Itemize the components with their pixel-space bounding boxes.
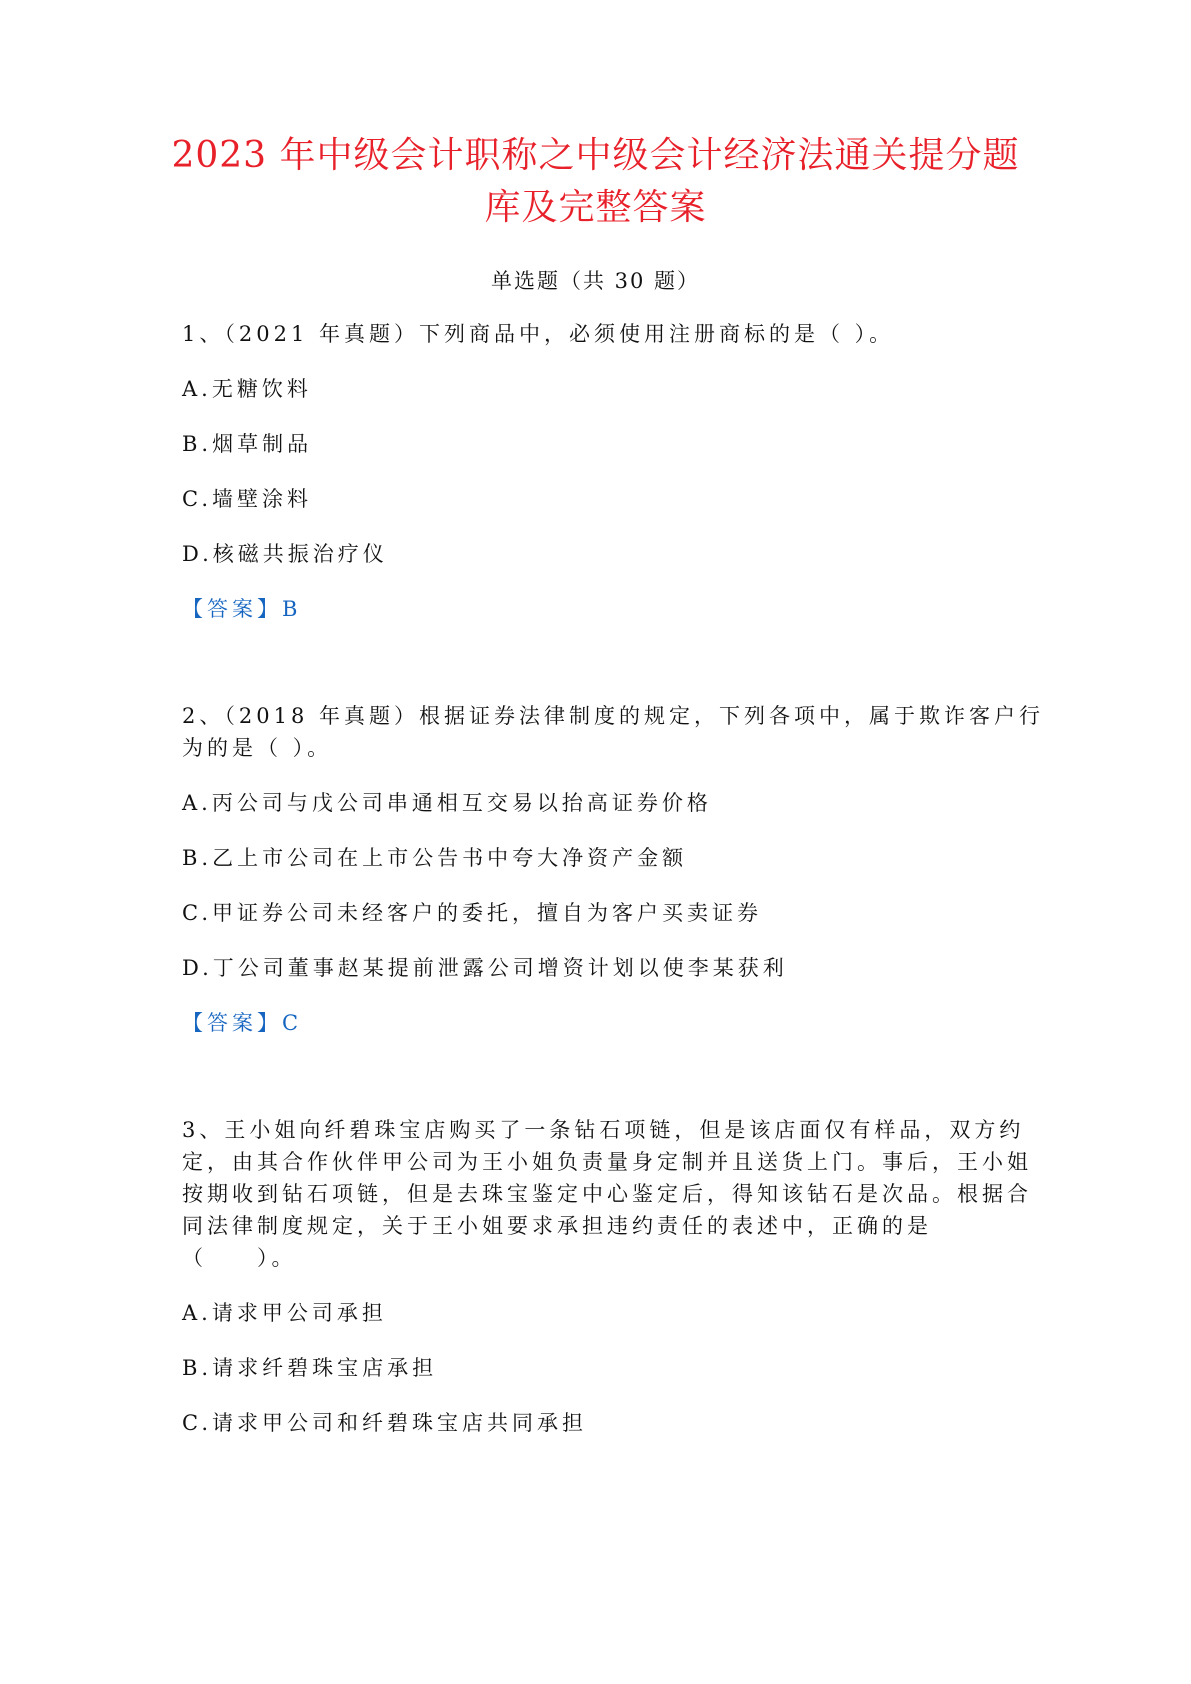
question-1-option-b: B.烟草制品 [182, 432, 313, 456]
question-2-option-c: C.甲证券公司未经客户的委托，擅自为客户买卖证券 [182, 901, 762, 925]
question-3-stem-line-3: 按期收到钻石项链，但是去珠宝鉴定中心鉴定后，得知该钻石是次品。根据合 [182, 1182, 1032, 1206]
question-3-stem-line-5: （ ）。 [182, 1246, 297, 1270]
question-3-option-a: A.请求甲公司承担 [182, 1301, 387, 1325]
document-title-line-2: 库及完整答案 [484, 187, 707, 228]
question-3-stem-line-2: 定，由其合作伙伴甲公司为王小姐负责量身定制并且送货上门。事后，王小姐 [182, 1150, 1032, 1174]
question-1-option-d: D.核磁共振治疗仪 [182, 542, 388, 566]
question-3-option-b: B.请求纤碧珠宝店承担 [182, 1356, 438, 1380]
question-2-stem-line-2: 为的是（ ）。 [182, 736, 333, 760]
question-1-option-c: C.墙壁涂料 [182, 487, 312, 511]
section-heading: 单选题（共 30 题） [490, 269, 701, 293]
question-3-stem-line-1: 3、王小姐向纤碧珠宝店购买了一条钻石项链，但是该店面仅有样品，双方约 [182, 1118, 1025, 1142]
question-2-option-b: B.乙上市公司在上市公告书中夸大净资产金额 [182, 846, 688, 870]
question-2-stem-line-1: 2、（2018 年真题）根据证券法律制度的规定，下列各项中，属于欺诈客户行 [182, 704, 1044, 728]
document-title-line-1: 2023 年中级会计职称之中级会计经济法通关提分题 [171, 135, 1020, 176]
question-2-answer: 【答案】C [182, 1011, 303, 1035]
question-2-option-a: A.丙公司与戊公司串通相互交易以抬高证券价格 [182, 791, 712, 815]
question-2-option-d: D.丁公司董事赵某提前泄露公司增资计划以使李某获利 [182, 956, 788, 980]
question-1-option-a: A.无糖饮料 [182, 377, 312, 401]
question-1-answer: 【答案】B [182, 597, 302, 621]
question-3-option-c: C.请求甲公司和纤碧珠宝店共同承担 [182, 1411, 587, 1435]
question-3-stem-line-4: 同法律制度规定，关于王小姐要求承担违约责任的表述中，正确的是 [182, 1214, 932, 1238]
question-1-stem: 1、（2021 年真题）下列商品中，必须使用注册商标的是（ ）。 [182, 322, 895, 346]
